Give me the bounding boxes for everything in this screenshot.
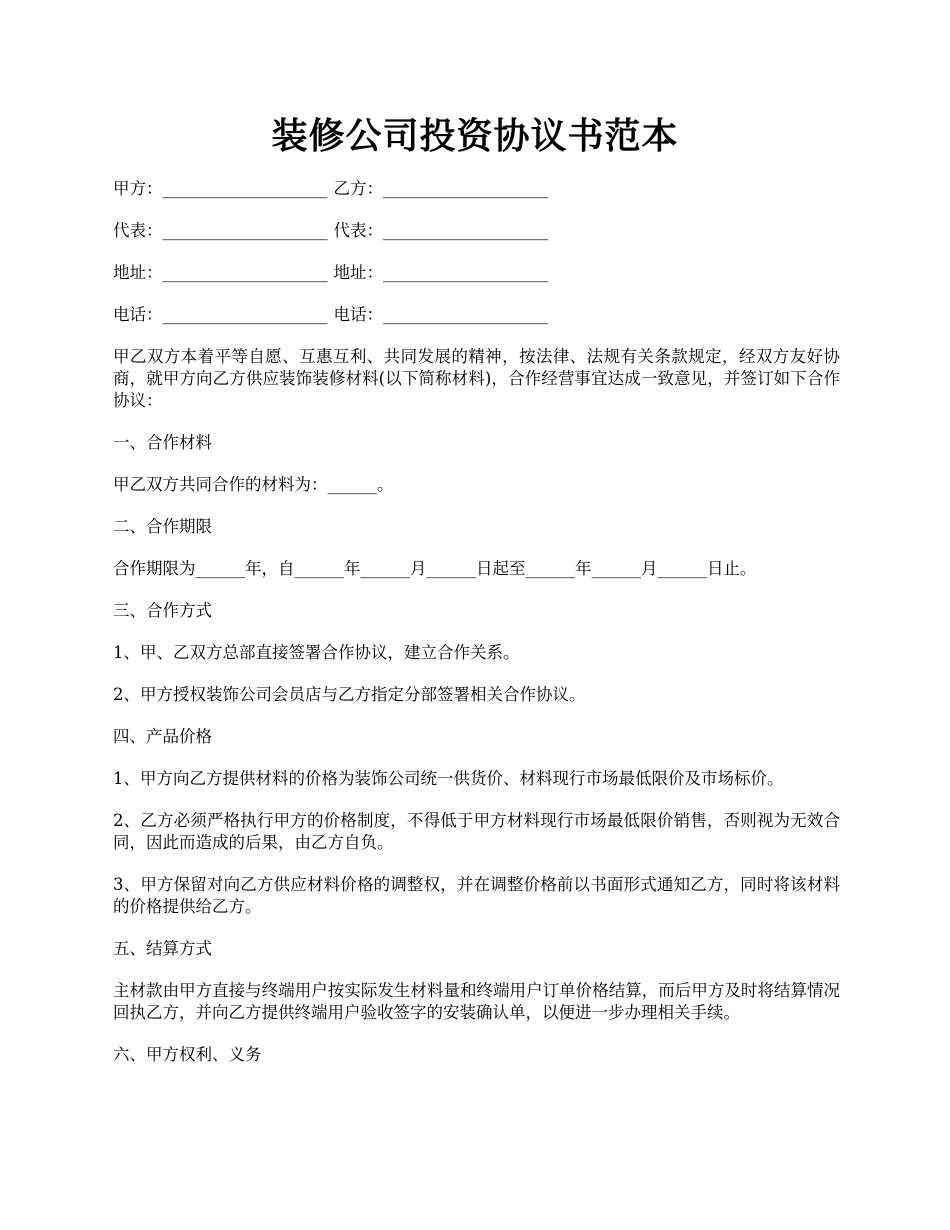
- section-heading: 六、甲方权利、义务: [113, 1045, 262, 1064]
- section-paragraph: 合作期限为______年，自______年______月______日起至______年______月______日止。: [113, 559, 757, 578]
- party-a-phone-field: 电话：____________________: [113, 305, 328, 324]
- party-b-name-field: 乙方：____________________: [333, 179, 548, 198]
- section-heading: 三、合作方式: [113, 601, 212, 620]
- party-row: [113, 178, 840, 200]
- party-row: [113, 304, 840, 326]
- section-heading: 四、产品价格: [113, 727, 212, 746]
- document-body: [113, 178, 840, 1086]
- section-paragraph: 2、乙方必须严格执行甲方的价格制度，不得低于甲方材料现行市场最低限价销售，否则视为无效合同，因此而造成的后果，由乙方自负。: [113, 811, 840, 852]
- section-paragraph: 2、甲方授权装饰公司会员店与乙方指定分部签署相关合作协议。: [113, 685, 586, 704]
- party-row: [113, 220, 840, 242]
- section-paragraph: 1、甲方向乙方提供材料的价格为装饰公司统一供货价、材料现行市场最低限价及市场标价。: [113, 769, 784, 788]
- section-heading: 一、合作材料: [113, 433, 212, 452]
- party-b-representative-field: 代表：____________________: [333, 221, 548, 240]
- party-a-representative-field: 代表：____________________: [113, 221, 328, 240]
- party-a-name-field: 甲方：____________________: [113, 179, 328, 198]
- party-a-address-field: 地址：____________________: [113, 263, 328, 282]
- section-heading: 五、结算方式: [113, 939, 212, 958]
- intro-paragraph: 甲乙双方本着平等自愿、互惠互利、共同发展的精神，按法律、法规有关条款规定，经双方友好协商，就甲方向乙方供应装饰装修材料(以下简称材料)，合作经营事宜达成一致意见，并签订如下合作协议：: [113, 347, 840, 410]
- document-title: 装修公司投资协议书范本: [271, 115, 679, 157]
- party-row: [113, 262, 840, 284]
- section-paragraph: 甲乙双方共同合作的材料为：______。: [113, 475, 394, 494]
- party-b-phone-field: 电话：____________________: [333, 305, 548, 324]
- party-b-address-field: 地址：____________________: [333, 263, 548, 282]
- section-heading: 二、合作期限: [113, 517, 212, 536]
- section-paragraph: 主材款由甲方直接与终端用户按实际发生材料量和终端用户订单价格结算，而后甲方及时将结算情况回执乙方，并向乙方提供终端用户验收签字的安装确认单，以便进一步办理相关手续。: [113, 981, 840, 1022]
- section-paragraph: 1、甲、乙双方总部直接签署合作协议，建立合作关系。: [113, 643, 520, 662]
- section-paragraph: 3、甲方保留对向乙方供应材料价格的调整权，并在调整价格前以书面形式通知乙方，同时将该材料的价格提供给乙方。: [113, 875, 840, 916]
